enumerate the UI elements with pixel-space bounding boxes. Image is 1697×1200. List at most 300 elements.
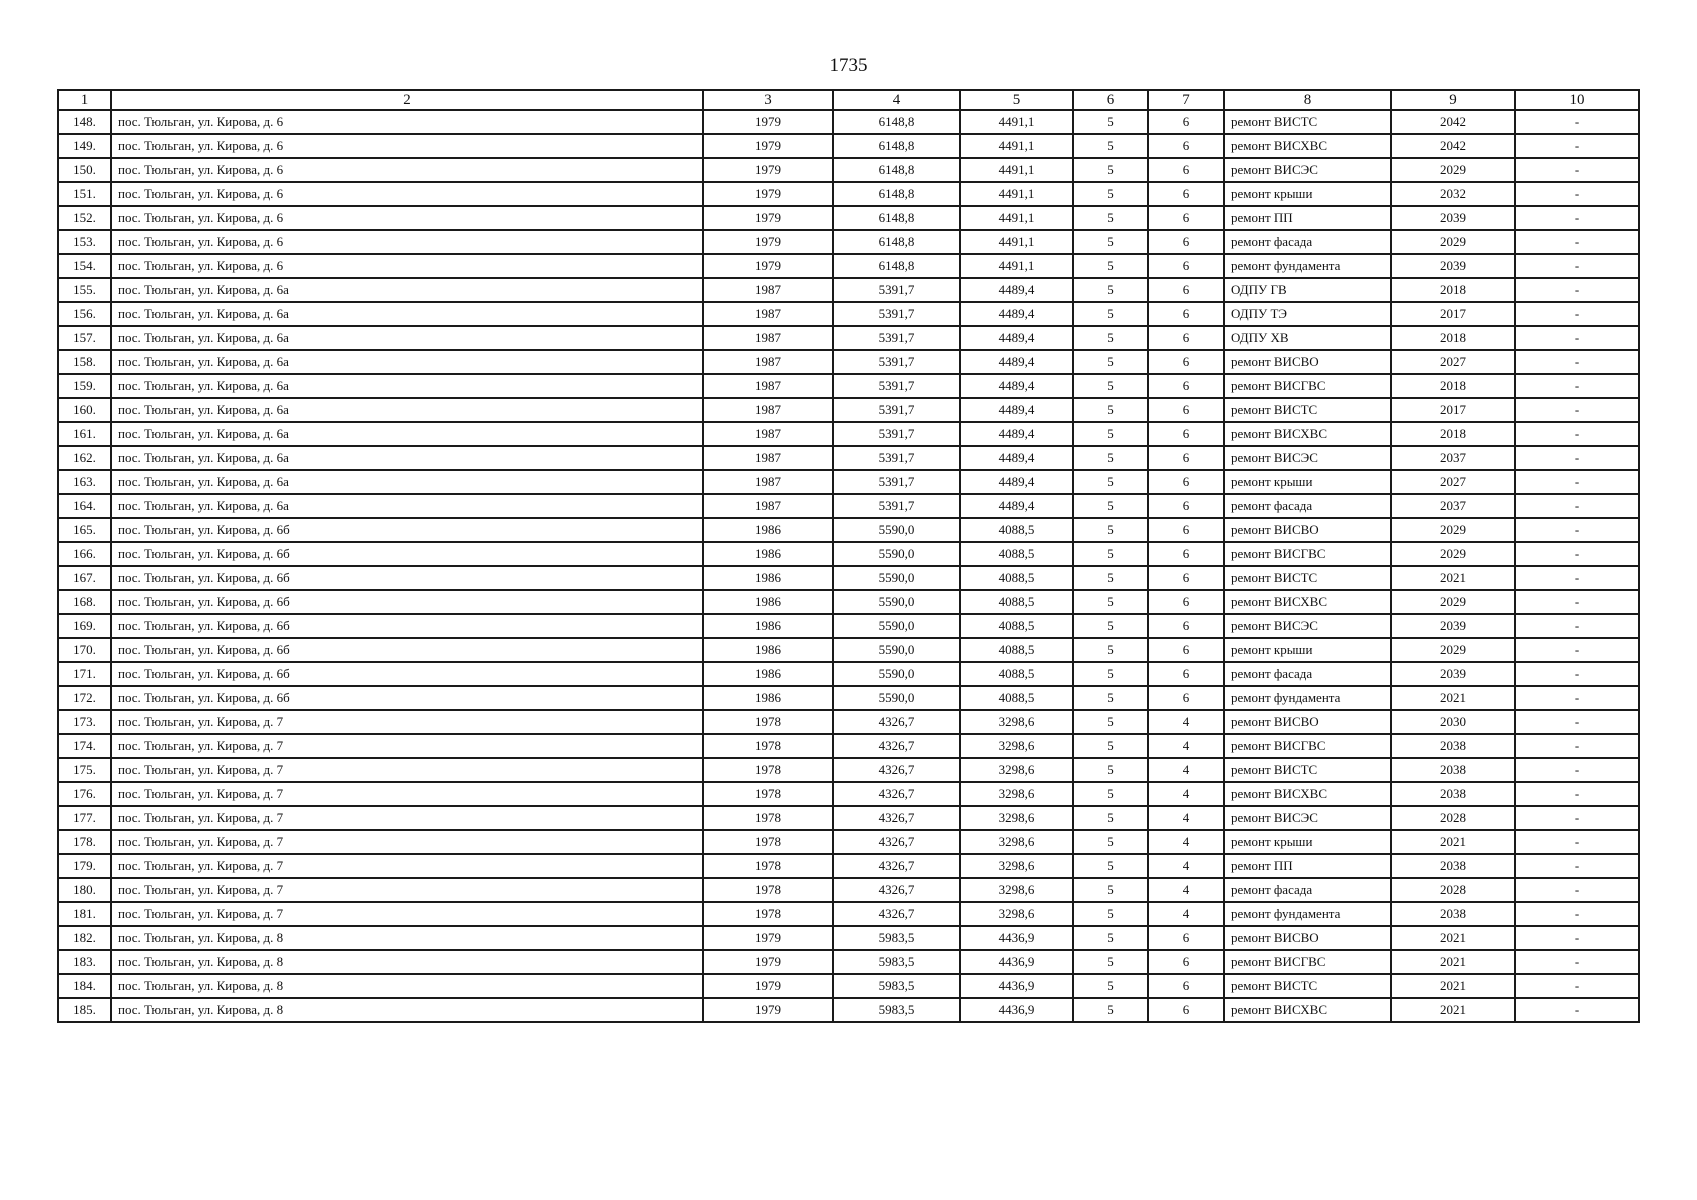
- year-built-cell: 1987: [703, 398, 833, 422]
- plan-year-cell: 2032: [1391, 182, 1515, 206]
- total-area-cell: 5391,7: [833, 422, 960, 446]
- total-area-cell: 5391,7: [833, 350, 960, 374]
- row-number-cell: 164.: [58, 494, 111, 518]
- note-cell: -: [1515, 206, 1639, 230]
- year-built-cell: 1986: [703, 686, 833, 710]
- column-header: 5: [960, 90, 1073, 110]
- address-cell: пос. Тюльган, ул. Кирова, д. 6б: [111, 662, 703, 686]
- plan-year-cell: 2029: [1391, 638, 1515, 662]
- floors-cell: 5: [1073, 326, 1148, 350]
- floors-cell: 5: [1073, 902, 1148, 926]
- plan-year-cell: 2039: [1391, 254, 1515, 278]
- total-area-cell: 5391,7: [833, 374, 960, 398]
- work-type-cell: ОДПУ ТЭ: [1224, 302, 1391, 326]
- entrances-cell: 4: [1148, 710, 1224, 734]
- row-number-cell: 159.: [58, 374, 111, 398]
- total-area-cell: 4326,7: [833, 782, 960, 806]
- work-type-cell: ремонт фасада: [1224, 230, 1391, 254]
- address-cell: пос. Тюльган, ул. Кирова, д. 6а: [111, 494, 703, 518]
- note-cell: -: [1515, 830, 1639, 854]
- work-type-cell: ремонт фундамента: [1224, 686, 1391, 710]
- living-area-cell: 3298,6: [960, 710, 1073, 734]
- plan-year-cell: 2038: [1391, 854, 1515, 878]
- living-area-cell: 4088,5: [960, 590, 1073, 614]
- row-number-cell: 171.: [58, 662, 111, 686]
- floors-cell: 5: [1073, 134, 1148, 158]
- address-cell: пос. Тюльган, ул. Кирова, д. 6а: [111, 374, 703, 398]
- note-cell: -: [1515, 926, 1639, 950]
- column-header: 9: [1391, 90, 1515, 110]
- table-row: [58, 782, 1639, 806]
- plan-year-cell: 2039: [1391, 662, 1515, 686]
- work-type-cell: ремонт ВИСХВС: [1224, 134, 1391, 158]
- entrances-cell: 6: [1148, 518, 1224, 542]
- plan-year-cell: 2038: [1391, 902, 1515, 926]
- living-area-cell: 4491,1: [960, 182, 1073, 206]
- total-area-cell: 4326,7: [833, 830, 960, 854]
- row-number-cell: 150.: [58, 158, 111, 182]
- table-row: [58, 110, 1639, 134]
- entrances-cell: 4: [1148, 902, 1224, 926]
- floors-cell: 5: [1073, 974, 1148, 998]
- living-area-cell: 3298,6: [960, 830, 1073, 854]
- year-built-cell: 1986: [703, 662, 833, 686]
- table-row: [58, 758, 1639, 782]
- work-type-cell: ремонт ВИСВО: [1224, 350, 1391, 374]
- row-number-cell: 163.: [58, 470, 111, 494]
- total-area-cell: 4326,7: [833, 734, 960, 758]
- total-area-cell: 5983,5: [833, 998, 960, 1022]
- work-type-cell: ремонт ВИСВО: [1224, 710, 1391, 734]
- work-type-cell: ремонт ВИСТС: [1224, 398, 1391, 422]
- living-area-cell: 3298,6: [960, 878, 1073, 902]
- note-cell: -: [1515, 374, 1639, 398]
- total-area-cell: 4326,7: [833, 878, 960, 902]
- entrances-cell: 6: [1148, 950, 1224, 974]
- table-row: [58, 470, 1639, 494]
- plan-year-cell: 2021: [1391, 926, 1515, 950]
- work-type-cell: ОДПУ ХВ: [1224, 326, 1391, 350]
- note-cell: -: [1515, 398, 1639, 422]
- year-built-cell: 1986: [703, 566, 833, 590]
- plan-year-cell: 2021: [1391, 566, 1515, 590]
- year-built-cell: 1978: [703, 782, 833, 806]
- note-cell: -: [1515, 902, 1639, 926]
- floors-cell: 5: [1073, 950, 1148, 974]
- plan-year-cell: 2018: [1391, 326, 1515, 350]
- address-cell: пос. Тюльган, ул. Кирова, д. 6б: [111, 614, 703, 638]
- table-row: [58, 662, 1639, 686]
- note-cell: -: [1515, 998, 1639, 1022]
- plan-year-cell: 2029: [1391, 158, 1515, 182]
- address-cell: пос. Тюльган, ул. Кирова, д. 7: [111, 710, 703, 734]
- note-cell: -: [1515, 662, 1639, 686]
- note-cell: -: [1515, 494, 1639, 518]
- plan-year-cell: 2021: [1391, 686, 1515, 710]
- work-type-cell: ремонт ВИСХВС: [1224, 590, 1391, 614]
- address-cell: пос. Тюльган, ул. Кирова, д. 8: [111, 998, 703, 1022]
- entrances-cell: 6: [1148, 158, 1224, 182]
- floors-cell: 5: [1073, 542, 1148, 566]
- year-built-cell: 1979: [703, 254, 833, 278]
- row-number-cell: 170.: [58, 638, 111, 662]
- entrances-cell: 4: [1148, 758, 1224, 782]
- address-cell: пос. Тюльган, ул. Кирова, д. 6а: [111, 470, 703, 494]
- table-row: [58, 926, 1639, 950]
- row-number-cell: 172.: [58, 686, 111, 710]
- total-area-cell: 5391,7: [833, 398, 960, 422]
- total-area-cell: 5983,5: [833, 950, 960, 974]
- floors-cell: 5: [1073, 230, 1148, 254]
- year-built-cell: 1978: [703, 830, 833, 854]
- address-cell: пос. Тюльган, ул. Кирова, д. 6б: [111, 542, 703, 566]
- note-cell: -: [1515, 518, 1639, 542]
- row-number-cell: 184.: [58, 974, 111, 998]
- year-built-cell: 1987: [703, 374, 833, 398]
- work-type-cell: ремонт ВИСТС: [1224, 974, 1391, 998]
- address-cell: пос. Тюльган, ул. Кирова, д. 6б: [111, 518, 703, 542]
- floors-cell: 5: [1073, 422, 1148, 446]
- entrances-cell: 6: [1148, 326, 1224, 350]
- work-type-cell: ремонт крыши: [1224, 470, 1391, 494]
- work-type-cell: ремонт ВИСХВС: [1224, 998, 1391, 1022]
- plan-year-cell: 2029: [1391, 542, 1515, 566]
- work-type-cell: ремонт ВИСХВС: [1224, 782, 1391, 806]
- living-area-cell: 4088,5: [960, 638, 1073, 662]
- living-area-cell: 4491,1: [960, 134, 1073, 158]
- note-cell: -: [1515, 710, 1639, 734]
- living-area-cell: 4489,4: [960, 278, 1073, 302]
- total-area-cell: 4326,7: [833, 710, 960, 734]
- row-number-cell: 175.: [58, 758, 111, 782]
- plan-year-cell: 2038: [1391, 782, 1515, 806]
- address-cell: пос. Тюльган, ул. Кирова, д. 8: [111, 950, 703, 974]
- living-area-cell: 4489,4: [960, 326, 1073, 350]
- table-row: [58, 686, 1639, 710]
- plan-year-cell: 2017: [1391, 398, 1515, 422]
- floors-cell: 5: [1073, 806, 1148, 830]
- total-area-cell: 4326,7: [833, 806, 960, 830]
- row-number-cell: 151.: [58, 182, 111, 206]
- plan-year-cell: 2037: [1391, 446, 1515, 470]
- address-cell: пос. Тюльган, ул. Кирова, д. 7: [111, 854, 703, 878]
- year-built-cell: 1979: [703, 974, 833, 998]
- address-cell: пос. Тюльган, ул. Кирова, д. 7: [111, 734, 703, 758]
- note-cell: -: [1515, 734, 1639, 758]
- work-type-cell: ремонт крыши: [1224, 638, 1391, 662]
- year-built-cell: 1987: [703, 470, 833, 494]
- plan-year-cell: 2027: [1391, 350, 1515, 374]
- floors-cell: 5: [1073, 206, 1148, 230]
- entrances-cell: 6: [1148, 278, 1224, 302]
- floors-cell: 5: [1073, 926, 1148, 950]
- entrances-cell: 6: [1148, 350, 1224, 374]
- living-area-cell: 3298,6: [960, 854, 1073, 878]
- year-built-cell: 1987: [703, 422, 833, 446]
- total-area-cell: 5590,0: [833, 518, 960, 542]
- living-area-cell: 4491,1: [960, 158, 1073, 182]
- entrances-cell: 6: [1148, 998, 1224, 1022]
- plan-year-cell: 2030: [1391, 710, 1515, 734]
- entrances-cell: 6: [1148, 686, 1224, 710]
- plan-year-cell: 2027: [1391, 470, 1515, 494]
- note-cell: -: [1515, 254, 1639, 278]
- living-area-cell: 4436,9: [960, 998, 1073, 1022]
- table-row: [58, 734, 1639, 758]
- total-area-cell: 5590,0: [833, 662, 960, 686]
- note-cell: -: [1515, 854, 1639, 878]
- address-cell: пос. Тюльган, ул. Кирова, д. 6б: [111, 686, 703, 710]
- year-built-cell: 1978: [703, 734, 833, 758]
- entrances-cell: 6: [1148, 134, 1224, 158]
- address-cell: пос. Тюльган, ул. Кирова, д. 6б: [111, 566, 703, 590]
- total-area-cell: 6148,8: [833, 230, 960, 254]
- note-cell: -: [1515, 326, 1639, 350]
- column-header: 10: [1515, 90, 1639, 110]
- total-area-cell: 5590,0: [833, 686, 960, 710]
- plan-year-cell: 2021: [1391, 830, 1515, 854]
- table-row: [58, 398, 1639, 422]
- entrances-cell: 4: [1148, 734, 1224, 758]
- table-row: [58, 350, 1639, 374]
- header-row: [58, 90, 1639, 110]
- row-number-cell: 156.: [58, 302, 111, 326]
- entrances-cell: 4: [1148, 878, 1224, 902]
- table-row: [58, 230, 1639, 254]
- work-type-cell: ремонт ВИСЭС: [1224, 614, 1391, 638]
- entrances-cell: 6: [1148, 302, 1224, 326]
- address-cell: пос. Тюльган, ул. Кирова, д. 6: [111, 254, 703, 278]
- year-built-cell: 1986: [703, 590, 833, 614]
- address-cell: пос. Тюльган, ул. Кирова, д. 6: [111, 230, 703, 254]
- living-area-cell: 3298,6: [960, 902, 1073, 926]
- column-header: 8: [1224, 90, 1391, 110]
- table-row: [58, 254, 1639, 278]
- floors-cell: 5: [1073, 566, 1148, 590]
- year-built-cell: 1986: [703, 542, 833, 566]
- floors-cell: 5: [1073, 446, 1148, 470]
- row-number-cell: 148.: [58, 110, 111, 134]
- address-cell: пос. Тюльган, ул. Кирова, д. 6б: [111, 590, 703, 614]
- year-built-cell: 1979: [703, 182, 833, 206]
- living-area-cell: 4491,1: [960, 206, 1073, 230]
- floors-cell: 5: [1073, 998, 1148, 1022]
- floors-cell: 5: [1073, 662, 1148, 686]
- total-area-cell: 5590,0: [833, 614, 960, 638]
- total-area-cell: 5590,0: [833, 590, 960, 614]
- table-row: [58, 590, 1639, 614]
- floors-cell: 5: [1073, 686, 1148, 710]
- floors-cell: 5: [1073, 158, 1148, 182]
- plan-year-cell: 2021: [1391, 998, 1515, 1022]
- year-built-cell: 1978: [703, 854, 833, 878]
- total-area-cell: 6148,8: [833, 134, 960, 158]
- living-area-cell: 4489,4: [960, 398, 1073, 422]
- plan-year-cell: 2028: [1391, 878, 1515, 902]
- plan-year-cell: 2028: [1391, 806, 1515, 830]
- table-row: [58, 134, 1639, 158]
- entrances-cell: 6: [1148, 182, 1224, 206]
- note-cell: -: [1515, 782, 1639, 806]
- living-area-cell: 4088,5: [960, 566, 1073, 590]
- living-area-cell: 4491,1: [960, 230, 1073, 254]
- note-cell: -: [1515, 878, 1639, 902]
- row-number-cell: 149.: [58, 134, 111, 158]
- address-cell: пос. Тюльган, ул. Кирова, д. 7: [111, 782, 703, 806]
- entrances-cell: 6: [1148, 230, 1224, 254]
- note-cell: -: [1515, 686, 1639, 710]
- address-cell: пос. Тюльган, ул. Кирова, д. 7: [111, 758, 703, 782]
- plan-year-cell: 2039: [1391, 614, 1515, 638]
- work-type-cell: ремонт крыши: [1224, 182, 1391, 206]
- address-cell: пос. Тюльган, ул. Кирова, д. 7: [111, 806, 703, 830]
- floors-cell: 5: [1073, 710, 1148, 734]
- year-built-cell: 1978: [703, 806, 833, 830]
- total-area-cell: 5590,0: [833, 638, 960, 662]
- total-area-cell: 5590,0: [833, 566, 960, 590]
- floors-cell: 5: [1073, 182, 1148, 206]
- work-type-cell: ремонт ВИСГВС: [1224, 542, 1391, 566]
- living-area-cell: 4489,4: [960, 374, 1073, 398]
- entrances-cell: 6: [1148, 614, 1224, 638]
- work-type-cell: ремонт ВИСЭС: [1224, 446, 1391, 470]
- plan-year-cell: 2018: [1391, 422, 1515, 446]
- address-cell: пос. Тюльган, ул. Кирова, д. 6: [111, 182, 703, 206]
- entrances-cell: 6: [1148, 662, 1224, 686]
- page-number: 1735: [829, 55, 868, 76]
- column-header: 2: [111, 90, 703, 110]
- address-cell: пос. Тюльган, ул. Кирова, д. 6а: [111, 446, 703, 470]
- work-type-cell: ремонт ВИСТС: [1224, 758, 1391, 782]
- entrances-cell: 4: [1148, 830, 1224, 854]
- work-type-cell: ремонт фасада: [1224, 662, 1391, 686]
- year-built-cell: 1987: [703, 326, 833, 350]
- table-row: [58, 566, 1639, 590]
- year-built-cell: 1979: [703, 950, 833, 974]
- address-cell: пос. Тюльган, ул. Кирова, д. 7: [111, 830, 703, 854]
- row-number-cell: 152.: [58, 206, 111, 230]
- living-area-cell: 3298,6: [960, 782, 1073, 806]
- living-area-cell: 4088,5: [960, 542, 1073, 566]
- floors-cell: 5: [1073, 878, 1148, 902]
- total-area-cell: 6148,8: [833, 110, 960, 134]
- living-area-cell: 3298,6: [960, 806, 1073, 830]
- table-body: [58, 110, 1639, 1022]
- floors-cell: 5: [1073, 278, 1148, 302]
- year-built-cell: 1987: [703, 494, 833, 518]
- row-number-cell: 169.: [58, 614, 111, 638]
- table-row: [58, 614, 1639, 638]
- row-number-cell: 179.: [58, 854, 111, 878]
- note-cell: -: [1515, 446, 1639, 470]
- plan-year-cell: 2038: [1391, 734, 1515, 758]
- work-type-cell: ремонт ВИСТС: [1224, 110, 1391, 134]
- year-built-cell: 1979: [703, 110, 833, 134]
- address-cell: пос. Тюльган, ул. Кирова, д. 7: [111, 878, 703, 902]
- work-type-cell: ремонт фасада: [1224, 494, 1391, 518]
- entrances-cell: 6: [1148, 110, 1224, 134]
- year-built-cell: 1978: [703, 902, 833, 926]
- table-row: [58, 158, 1639, 182]
- table-row: [58, 710, 1639, 734]
- note-cell: -: [1515, 350, 1639, 374]
- entrances-cell: 4: [1148, 854, 1224, 878]
- total-area-cell: 5983,5: [833, 974, 960, 998]
- year-built-cell: 1986: [703, 518, 833, 542]
- work-type-cell: ремонт ВИСЭС: [1224, 806, 1391, 830]
- row-number-cell: 161.: [58, 422, 111, 446]
- entrances-cell: 6: [1148, 566, 1224, 590]
- total-area-cell: 5391,7: [833, 494, 960, 518]
- plan-year-cell: 2021: [1391, 974, 1515, 998]
- entrances-cell: 6: [1148, 422, 1224, 446]
- floors-cell: 5: [1073, 590, 1148, 614]
- year-built-cell: 1978: [703, 758, 833, 782]
- plan-year-cell: 2037: [1391, 494, 1515, 518]
- table-row: [58, 950, 1639, 974]
- note-cell: -: [1515, 110, 1639, 134]
- note-cell: -: [1515, 302, 1639, 326]
- plan-year-cell: 2017: [1391, 302, 1515, 326]
- row-number-cell: 178.: [58, 830, 111, 854]
- column-header: 6: [1073, 90, 1148, 110]
- table-row: [58, 806, 1639, 830]
- entrances-cell: 4: [1148, 806, 1224, 830]
- row-number-cell: 155.: [58, 278, 111, 302]
- plan-year-cell: 2042: [1391, 134, 1515, 158]
- total-area-cell: 6148,8: [833, 182, 960, 206]
- living-area-cell: 4489,4: [960, 422, 1073, 446]
- row-number-cell: 157.: [58, 326, 111, 350]
- plan-year-cell: 2018: [1391, 278, 1515, 302]
- note-cell: -: [1515, 638, 1639, 662]
- year-built-cell: 1986: [703, 614, 833, 638]
- entrances-cell: 6: [1148, 470, 1224, 494]
- year-built-cell: 1979: [703, 926, 833, 950]
- work-type-cell: ремонт фундамента: [1224, 902, 1391, 926]
- address-cell: пос. Тюльган, ул. Кирова, д. 6а: [111, 398, 703, 422]
- table-row: [58, 830, 1639, 854]
- row-number-cell: 183.: [58, 950, 111, 974]
- row-number-cell: 174.: [58, 734, 111, 758]
- living-area-cell: 4489,4: [960, 350, 1073, 374]
- note-cell: -: [1515, 566, 1639, 590]
- address-cell: пос. Тюльган, ул. Кирова, д. 6а: [111, 302, 703, 326]
- total-area-cell: 5391,7: [833, 302, 960, 326]
- table-row: [58, 518, 1639, 542]
- note-cell: -: [1515, 974, 1639, 998]
- floors-cell: 5: [1073, 782, 1148, 806]
- address-cell: пос. Тюльган, ул. Кирова, д. 6а: [111, 326, 703, 350]
- year-built-cell: 1978: [703, 710, 833, 734]
- table-row: [58, 326, 1639, 350]
- plan-year-cell: 2029: [1391, 230, 1515, 254]
- plan-year-cell: 2042: [1391, 110, 1515, 134]
- address-cell: пос. Тюльган, ул. Кирова, д. 6: [111, 158, 703, 182]
- living-area-cell: 4489,4: [960, 302, 1073, 326]
- total-area-cell: 5983,5: [833, 926, 960, 950]
- table-row: [58, 854, 1639, 878]
- address-cell: пос. Тюльган, ул. Кирова, д. 7: [111, 902, 703, 926]
- entrances-cell: 6: [1148, 446, 1224, 470]
- living-area-cell: 3298,6: [960, 734, 1073, 758]
- plan-year-cell: 2038: [1391, 758, 1515, 782]
- row-number-cell: 182.: [58, 926, 111, 950]
- row-number-cell: 181.: [58, 902, 111, 926]
- row-number-cell: 185.: [58, 998, 111, 1022]
- note-cell: -: [1515, 470, 1639, 494]
- floors-cell: 5: [1073, 350, 1148, 374]
